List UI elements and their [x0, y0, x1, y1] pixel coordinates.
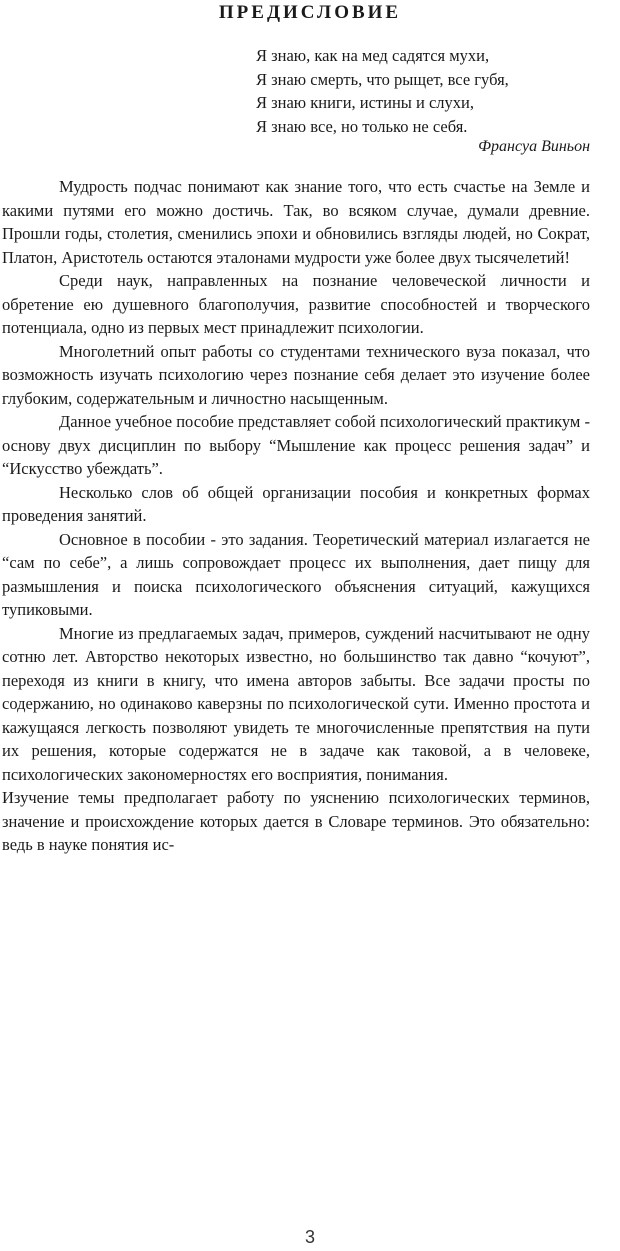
paragraph: Многолетний опыт работы со студентами технического вуза показал, что возможность изучать психологию через познание себя делает это изучение более глубоким, содержательным и личностно насыщенным.	[2, 341, 590, 408]
paragraph: Несколько слов об общей организации пособия и конкретных формах проведения занятий.	[2, 482, 590, 525]
epigraph-author: Франсуа Виньон	[478, 138, 590, 155]
paragraph: Мудрость подчас понимают как знание того, что есть счастье на Земле и какими путями его можно достичь. Так, во всяком случае, думали древние. Прошли годы, столетия, сменились эпохи и обновились взгляды людей, но Сократ, Платон, Аристотель остаются эталонами мудрости уже более двух тысячелетий!	[2, 177, 590, 267]
paragraph: Основное в пособии - это задания. Теоретический материал излагается не “сам по себе”, а лишь сопровождает процесс их выполнения, дает пищу для размышления и поиска психологического объяснения ситуаций, кажущихся тупиковыми.	[2, 529, 590, 619]
epigraph-line: Я знаю все, но только не себя.	[256, 116, 468, 136]
epigraph	[256, 44, 596, 138]
paragraph: Среди наук, направленных на познание человеческой личности и обретение ею душевного благополучия, развитие способностей и творческого потенциала, одно из первых мест принадлежит психологии.	[2, 271, 590, 337]
paragraph: Данное учебное пособие представляет собой психологический практикум - основу двух дисциплин по выбору “Мышление как процесс решения задач” и “Искусство убеждать”.	[2, 412, 590, 478]
epigraph-line: Я знаю смерть, что рыщет, все губя,	[256, 69, 509, 89]
page-title: ПРЕДИСЛОВИЕ	[218, 2, 402, 23]
paragraph: Изучение темы предполагает работу по уяснению психологических терминов, значение и происхождение которых дается в Словаре терминов. Это обязательно: ведь в науке понятия ис-	[2, 788, 590, 854]
epigraph-line: Я знаю, как на мед садятся мухи,	[256, 46, 490, 65]
body-text	[2, 175, 590, 857]
paragraph: Многие из предлагаемых задач, примеров, суждений насчитывают не одну сотню лет. Авторство некоторых известно, но большинство так давно “кочуют”, переходя из книги в книгу, что имена авторов забыты. Все задачи просты по содержанию, но одинаково каверзны по психологической сути. Именно простота и кажущаяся легкость позволяют увидеть те многочисленные препятствия на пути их решения, которые содержатся не в задаче как таковой, а в человеке, психологических закономерностях его восприятия, понимания.	[2, 623, 590, 784]
page-number: 3	[304, 1227, 315, 1247]
epigraph-line: Я знаю книги, истины и слухи,	[256, 93, 474, 112]
